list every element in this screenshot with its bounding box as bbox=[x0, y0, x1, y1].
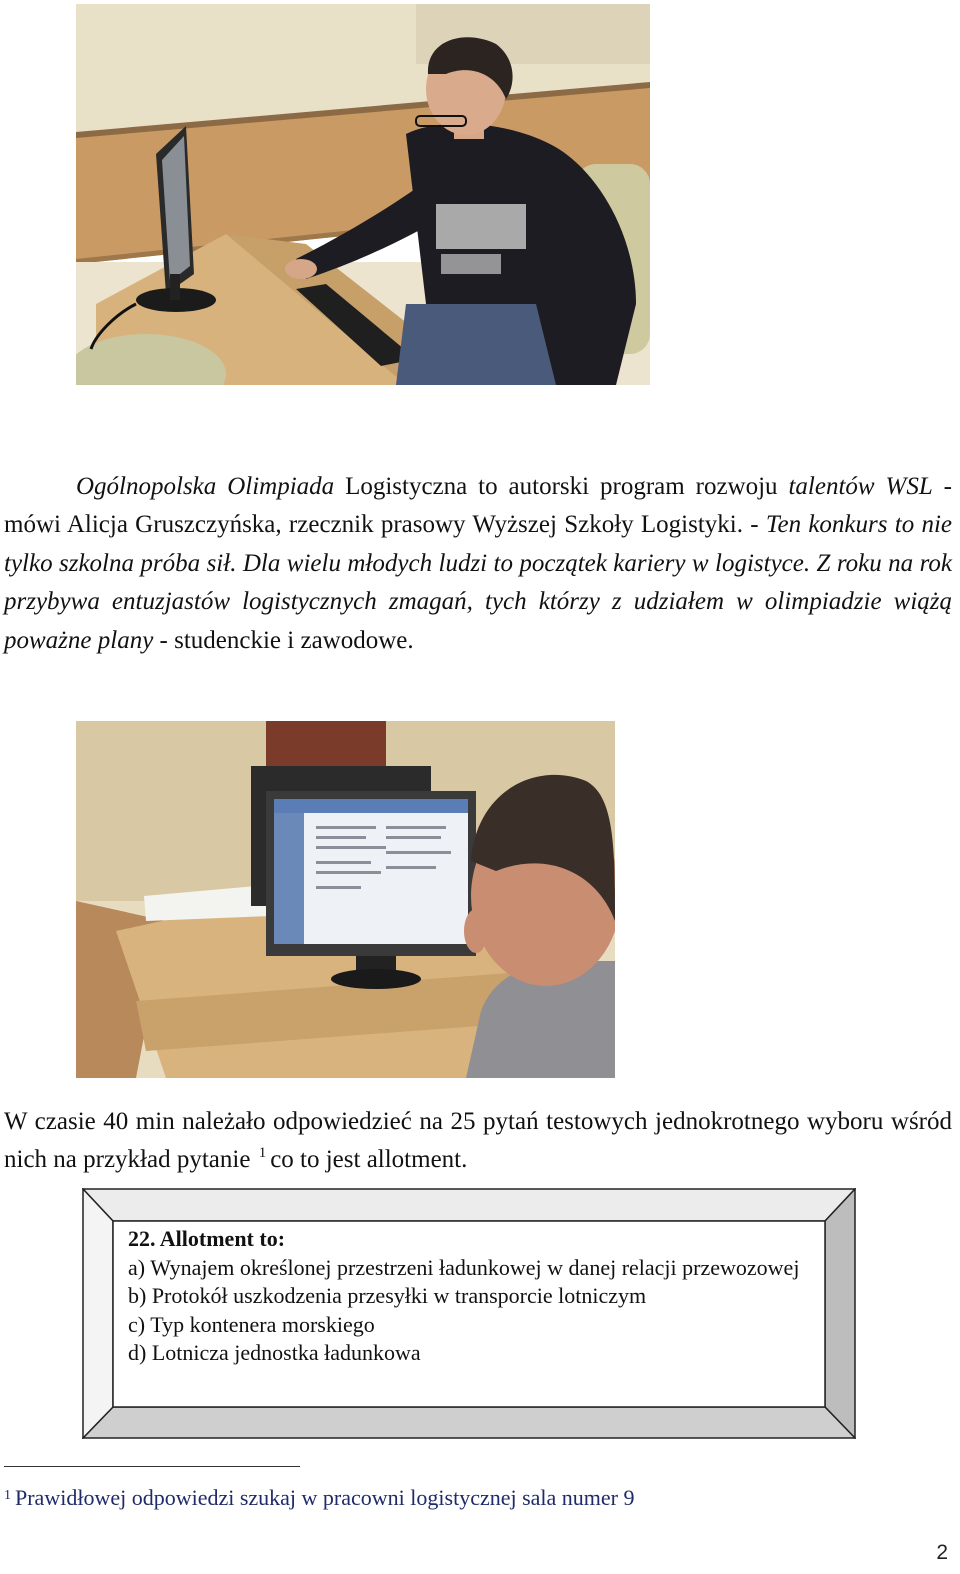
photo-student-taking-test bbox=[76, 721, 615, 1078]
question-content bbox=[128, 1225, 808, 1368]
olympiad-name: Ogólnopolska Olimpiada bbox=[76, 473, 335, 500]
footnote-reference: 1 bbox=[258, 1145, 267, 1162]
answer-option-c: c) Typ kontenera morskiego bbox=[128, 1311, 375, 1337]
page-number: 2 bbox=[936, 1541, 948, 1564]
footnote-mark: 1 bbox=[4, 1488, 11, 1503]
paragraph-text: - mówi Alicja Gruszczyńska, rzecznik prasowy Wyższej Szkoły Logistyki. - bbox=[4, 473, 952, 539]
footnote-text: Prawidłowej odpowiedzi szukaj w pracowni logistycznej sala numer 9 bbox=[15, 1485, 635, 1510]
paragraph-text-italic: talentów WSL bbox=[788, 473, 933, 500]
question-title: 22. Allotment to: bbox=[128, 1226, 286, 1251]
footnote bbox=[4, 1481, 635, 1513]
quote-text: Ten konkurs to nie tylko szkolna próba sił. Dla wielu młodych ludzi to początek kariery w logistyce. Z roku na rok przybywa entuzjastów logistycznych zmagań, tych którzy z udziałem w olimpiadzie wiążą poważne plany bbox=[4, 511, 953, 654]
paragraph-text: Logistyczna to autorski program rozwoju bbox=[334, 473, 789, 500]
answer-option-a: a) Wynajem określonej przestrzeni ładunkowej w danej relacji przewozowej bbox=[128, 1254, 800, 1280]
paragraph-text: - studenckie i zawodowe. bbox=[153, 626, 414, 654]
answer-option-b: b) Protokół uszkodzenia przesyłki w transporcie lotniczym bbox=[128, 1283, 647, 1308]
test-description-paragraph bbox=[4, 1103, 952, 1180]
answer-option-d: d) Lotnicza jednostka ładunkowa bbox=[128, 1340, 421, 1365]
photo-student-at-computer bbox=[76, 4, 650, 385]
paragraph-text: W czasie 40 min należało odpowiedzieć na 25 pytań testowych jednokrotnego wyboru wśród nich na przykład pytanie bbox=[4, 1108, 952, 1174]
footnote-divider bbox=[4, 1466, 300, 1467]
paragraph-text: co to jest allotment. bbox=[270, 1146, 468, 1174]
intro-paragraph bbox=[4, 468, 952, 660]
